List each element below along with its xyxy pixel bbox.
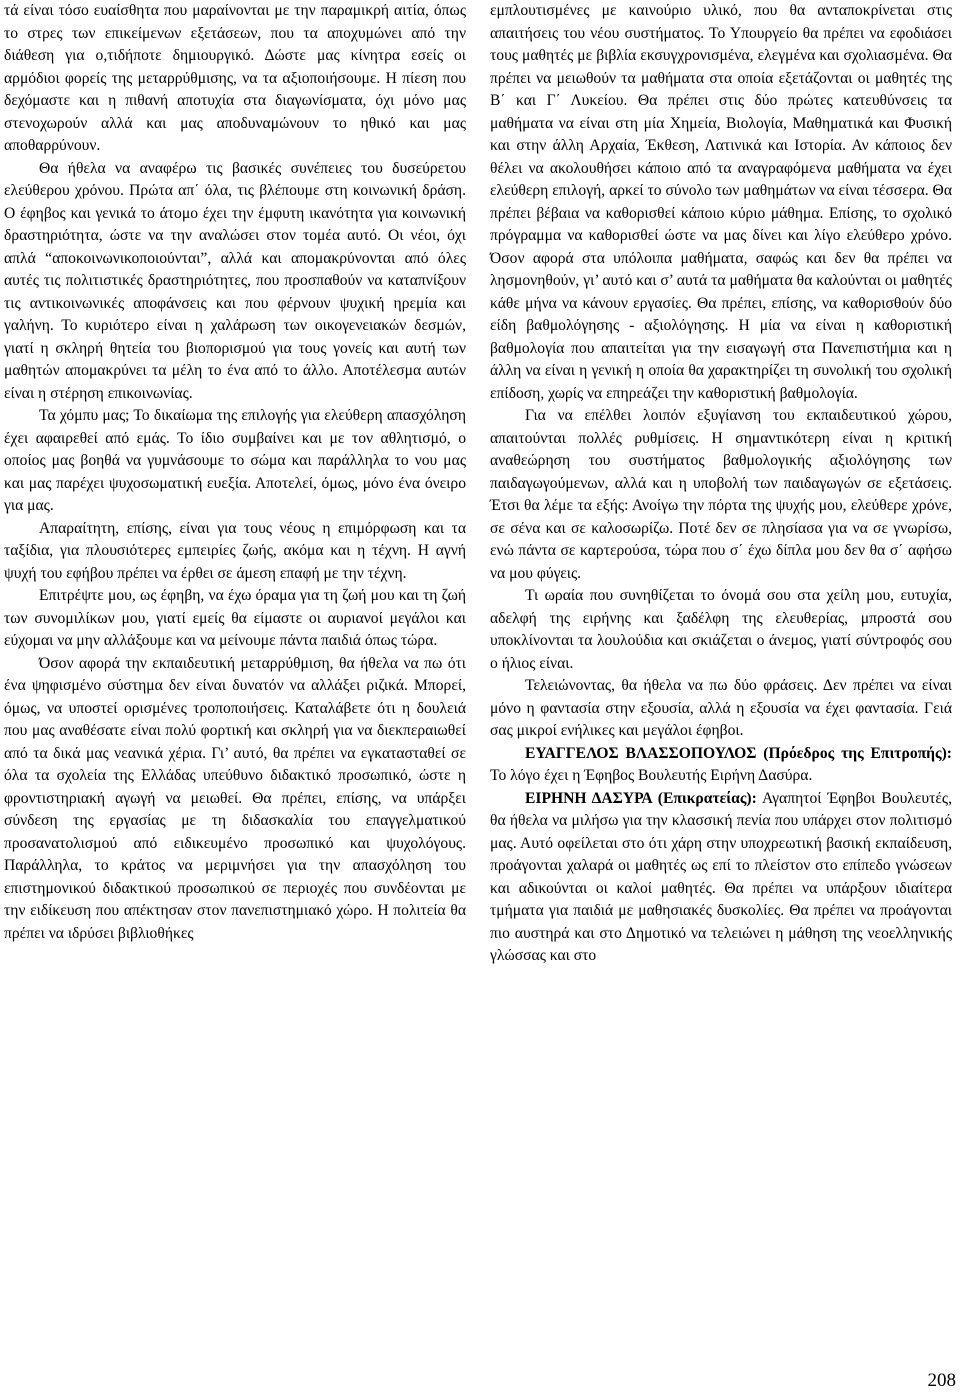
page-number: 208 bbox=[927, 1370, 956, 1391]
left-paragraph: Επιτρέψτε μου, ως έφηβη, να έχω όραμα για τη ζωή μου και τη ζωή των συνομιλίκων μου, γιατί εμείς θα είμαστε οι αυριανοί μεγάλοι και εύχομαι να μην αλλάξουμε και να μείνουμε πάντα παιδιά όπως τώρα. bbox=[4, 587, 466, 649]
left-paragraph: Απαραίτητη, επίσης, είναι για τους νέους η επιμόρφωση και τα ταξίδια, για πλουσιότερες εμπειρίες ζωής, ακόμα και η τέχνη. Η αγνή ψυχή του εφήβου πρέπει να έρθει σε άμεση επαφή με την τέχνη. bbox=[4, 519, 466, 582]
left-paragraph: τά είναι τόσο ευαίσθητα που μαραίνονται με την παραμικρή αιτία, όπως το στρες των επικείμενων εξετάσεων, που τα αποχυμώνει από την διάθεση για ο,τιδήποτε δημιουργικό. Δώστε μας κίνητρα εσείς οι αρμόδιοι φορείς της μεταρρύθμισης, να τα αξιοποιήσουμε. Η πίεση που δεχόμαστε και η πιθανή αποτυχία στα διαγωνίσματα, όχι μόνο μας στενοχωρούν αλλά και μας αποδυναμώνουν το ηθικό και μας αποθαρρύνουν. bbox=[4, 2, 466, 154]
speaker-text: Το λόγο έχει η Έφηβος Βουλευτής Ειρήνη Δασύρα. bbox=[490, 767, 813, 784]
speaker-paragraph bbox=[490, 788, 952, 968]
left-paragraph: Όσον αφορά την εκπαιδευτική μεταρρύθμιση, θα ήθελα να πω ότι ένα ψηφισμένο σύστημα δεν είναι δυνατόν να αλλάξει ριζικά. Μπορεί, όμως, να υποστεί ορισμένες τροποποιήσεις. Καταλάβετε ότι η δουλειά που μας αναθέσατε είναι πολύ φορτική και σκληρή για να διεκπεραιωθεί από τα δικά μας νεανικά χέρια. Γι’ αυτό, θα πρέπει να εγκατασταθεί σε όλα τα σχολεία της Ελλάδας υπεύθυνο διδακτικό προσωπικό, ώστε η φροντιστηριακή αγωγή να μειωθεί. Θα πρέπει, επίσης, να υπάρξει σύνδεση της εργασίας με τη διδασκαλία του επαγγελματικού προσανατολισμού από ειδικευμένο προσωπικό και ψυχολόγους. Παράλληλα, το κράτος να μεριμνήσει για την απασχόληση του επιστημονικού διδακτικού προσωπικού σε περιοχές που συνδέονται με την ειδίκευση που απέκτησαν στον πανεπιστημιακό χώρο. Η πολιτεία θα πρέπει να ιδρύσει βιβλιοθήκες bbox=[4, 654, 466, 942]
right-column bbox=[490, 0, 952, 968]
right-paragraph: Τι ωραία που συνηθίζεται το όνομά σου στα χείλη μου, ευτυχία, αδελφή της ειρήνης και ξαδέλφη της ελευθερίας, μπροστά σου υποκλίνονται τα λουλούδια και σκιάζεται ο άνεμος, γιατί σύντροφός σου ο ήλιος είναι. bbox=[490, 587, 952, 672]
left-column bbox=[4, 0, 466, 945]
left-paragraph: Τα χόμπυ μας; Το δικαίωμα της επιλογής για ελεύθερη απασχόληση έχει αφαιρεθεί από εμάς. Το ίδιο συμβαίνει και με τον αθλητισμό, ο οποίος μας βοηθά να γυμνάσουμε το σώμα και παράλληλα το νου μας και μας παρέχει ψυχοσωματική ευεξία. Αποτελεί, όμως, μόνο ένα όνειρο για μας. bbox=[4, 407, 466, 514]
speaker-paragraph bbox=[490, 743, 952, 788]
speaker-name: ΕΥΑΓΓΕΛΟΣ ΒΛΑΣΣΟΠΟΥΛΟΣ (Πρόεδρος της Επιτροπής): bbox=[525, 744, 952, 762]
left-paragraph: Θα ήθελα να αναφέρω τις βασικές συνέπειες του δυσεύρετου ελεύθερου χρόνου. Πρώτα απ΄ όλα, τις βλέπουμε στη κοινωνική δράση. Ο έφηβος και γενικά το άτομο έχει την έμφυτη ικανότητα για κοινωνική δραστηριότητα, ώστε να την αναλώσει στον τομέα αυτό. Οι νέοι, όχι απλά “αποκοινωνικοποιούνται”, αλλά και απομακρύνονται από όλες αυτές τις πολιτιστικές δραστηριότητες, που προσπαθούν να καταπνίξουν τις αντικοινωνικές αποφάνσεις και που φέρνουν ψυχική ηρεμία και γαλήνη. Το κυριότερο είναι η χαλάρωση των οικογενειακών δεσμών, γιατί η σκληρή θητεία του βιοπορισμού για τους γονείς και αυτή των μαθητών απομακρύνει τα μέλη το ένα από το άλλο. Αποτέλεσμα αυτών είναι η στέρηση επικοινωνίας. bbox=[4, 159, 466, 402]
speaker-text: Αγαπητοί Έφηβοι Βουλευτές, θα ήθελα να μιλήσω για την κλασσική πενία που υπάρχει στον πολιτισμό μας. Αυτό οφείλεται στο ότι χάρη στην υποχρεωτική βασική εκπαίδευση, προάγονται χαλαρά οι μαθητές ως επί το πλείστον στο επίπεδο γνώσεων και αδικούνται οι καλοί μαθητές. Θα πρέπει να υπάρξουν ιδιαίτερα τμήματα για παιδιά με μαθησιακές δυσκολίες. Θα πρέπει να προάγονται πιο αυστηρά και στο Δημοτικό να τελειώνει η μάθηση της νεοελληνικής γλώσσας και στο bbox=[490, 789, 953, 964]
right-paragraph: Τελειώνοντας, θα ήθελα να πω δύο φράσεις. Δεν πρέπει να είναι μόνο η φαντασία στην εξουσία, αλλά η εξουσία να έχει φαντασία. Γειά σας μικροί ενήλικες και μεγάλοι έφηβοι. bbox=[490, 677, 952, 739]
speaker-name: ΕΙΡΗΝΗ ΔΑΣΥΡΑ (Επικρατείας): bbox=[525, 789, 757, 807]
right-paragraph: εμπλουτισμένες με καινούριο υλικό, που θα ανταποκρίνεται στις απαιτήσεις του νέου συστήματος. Το Υπουργείο θα πρέπει να εφοδιάσει τους μαθητές με βιβλία εκσυγχρονισμένα, ελεγμένα και σχολιασμένα. Θα πρέπει να μειωθούν τα μαθήματα στα οποία εξετάζονται οι μαθητές της Β΄ και Γ΄ Λυκείου. Θα πρέπει στις δύο πρώτες κατευθύνσεις τα μαθήματα να είναι στη μία Χημεία, Βιολογία, Μαθηματικά και Φυσική και στην άλλη Αρχαία, Έκθεση, Λατινικά και Ιστορία. Αν κάποιος δεν θέλει να ακολουθήσει κάποιο από τα αναγραφόμενα μαθήματα να έχει ελεύθερη επιλογή, αρκεί το σύνολο των μαθημάτων να είναι τέσσερα. Θα πρέπει βέβαια να καθορισθεί κάποιο κύριο μάθημα. Επίσης, το σχολικό πρόγραμμα να καθορισθεί ώστε να μας δίνει και λίγο ελεύθερο χρόνο. Όσον αφορά στα υπόλοιπα μαθήματα, σαφώς και δεν θα πρέπει να λησμονηθούν, γι’ αυτό και σ’ αυτά τα μαθήματα θα καλούνται οι μαθητές κάθε μήνα να κάνουν εργασίες. Θα πρέπει, επίσης, να καθορισθούν δύο είδη βαθμολόγησης - αξιολόγησης. Η μία να είναι η καθοριστική βαθμολογία που απαιτείται για την εισαγωγή στα Πανεπιστήμια και η άλλη να είναι η γενική η οποία θα χαρακτηρίζει τη συνολική του σχολική επίδοση, χωρίς να επηρεάζει την καθοριστική βαθμολογία. bbox=[490, 2, 952, 402]
right-paragraph: Για να επέλθει λοιπόν εξυγίανση του εκπαιδευτικού χώρου, απαιτούνται πολλές ρυθμίσεις. Η σημαντικότερη είναι η κριτική αναθεώρηση του συστήματος βαθμολογικής αξιολόγησης των παιδαγωγούμενων, αλλά και η υποβολή των παιδαγωγών σε εξετάσεις. Έτσι θα λέμε τα εξής: Ανοίγω την πόρτα της ψυχής μου, ελεύθερε χρόνε, σε σένα και σε καλοσωρίζω. Ποτέ δεν σε πλησίασα για να σε γνωρίσω, ενώ πάντα σε καρτερούσα, τώρα που σ΄ έχω δίπλα μου δεν θα σ΄ αφήσω να μου φύγεις. bbox=[490, 407, 952, 582]
